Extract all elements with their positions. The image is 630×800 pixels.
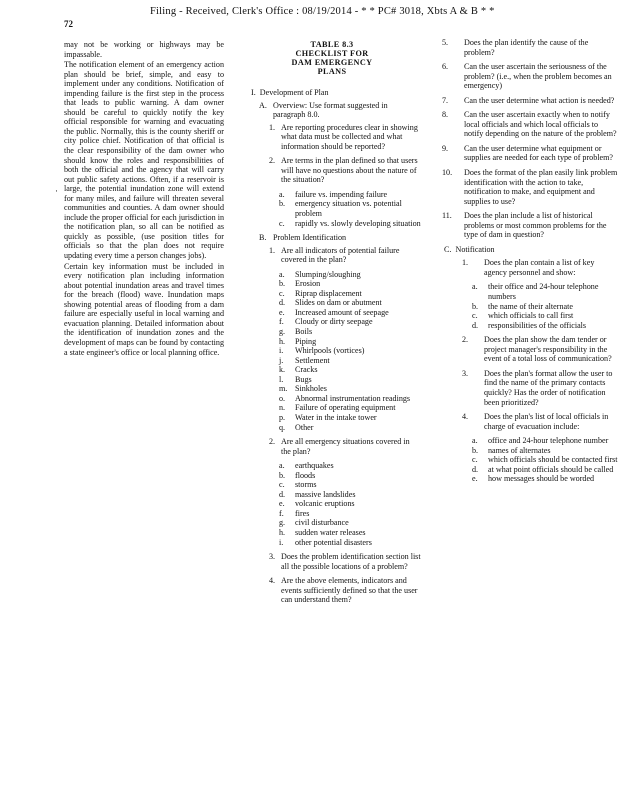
list-item	[472, 321, 618, 331]
list-item-text: Slumping/sloughing	[295, 269, 361, 279]
list-item-key: p.	[279, 412, 286, 422]
list-item-text: names of alternates	[488, 445, 551, 455]
list-item-text: floods	[295, 470, 316, 480]
list-item-text: Whirlpools (vortices)	[295, 346, 365, 356]
list-item-text: which officials should be contacted first	[488, 455, 618, 465]
list-item-key: c.	[279, 288, 285, 298]
list-item-text: other potential disasters	[295, 537, 372, 547]
table-title-line: TABLE 8.3	[310, 40, 354, 49]
list-item-key: f.	[279, 508, 284, 518]
list-item-key: g.	[279, 327, 286, 337]
question-number: 2.	[269, 437, 276, 447]
list-item	[279, 509, 421, 519]
sub-list	[279, 270, 421, 432]
page-number: 72	[64, 19, 73, 29]
question-text: Does the problem identification section list all the possible locations of a problem?	[281, 552, 421, 571]
list-item-key: a.	[279, 189, 285, 199]
checklist-question	[269, 576, 421, 605]
checklist-right-column	[442, 38, 618, 489]
list-item-text: Other	[295, 422, 314, 432]
checklist-middle-column	[243, 40, 421, 610]
list-item-key: b.	[472, 301, 479, 311]
list-item-text: office and 24-hour telephone number	[488, 436, 609, 446]
question-text: Are reporting procedures clear in showing what data must be collected and what information should be reported?	[281, 122, 418, 151]
list-item-key: a.	[472, 282, 478, 292]
list-item-key: b.	[279, 279, 286, 289]
list-item	[279, 270, 421, 280]
checklist-question	[269, 552, 421, 571]
list-item-text: civil disturbance	[295, 518, 349, 528]
list-item-key: c.	[472, 455, 478, 465]
subsection-heading	[259, 101, 421, 120]
list-item	[472, 474, 618, 484]
list-item	[279, 219, 421, 229]
list-item-text: Erosion	[295, 279, 321, 289]
question-text: Does the plan show the dam tender or project manager's responsibility in the event of a total loss of communication?	[484, 335, 612, 364]
question-number: 11.	[442, 211, 452, 221]
list-item-text: Boils	[295, 327, 313, 337]
list-item-text: Riprap displacement	[295, 288, 362, 298]
question-text: Does the plan contain a list of key agency personnel and show:	[484, 258, 595, 277]
list-item-key: d.	[472, 464, 479, 474]
list-item-text: massive landslides	[295, 489, 356, 499]
list-item-text: Slides on dam or abutment	[295, 298, 382, 308]
subsection-key: B.	[259, 233, 267, 243]
question-number: 5.	[442, 38, 449, 47]
list-item-text: sudden water releases	[295, 527, 366, 537]
question-number: 1.	[462, 258, 469, 268]
table-title-line: DAM EMERGENCY	[291, 58, 373, 67]
checklist-question	[442, 38, 618, 57]
list-item	[279, 394, 421, 404]
list-item	[279, 356, 421, 366]
question-text: Does the plan include a list of historical problems or most common problems for the type of dam in question?	[464, 211, 607, 240]
paragraph: The notification element of an emergency action plan should be brief, simple, and easy to implement under any conditions. Notification of impending failure is the first step in the process that leads to public warning. A dam owner should be careful to quickly notify the key official responsible for warning and evacuating the public. Normally, this is the county sheriff or city police chief. Notification of that official is the clear responsibility of the dam owner who should know the roles and responsibilities of both the official and the agency that will carry out public safety actions. Often, if a reservoir is large, the potential inundation zone will extend for many miles, and failure will threaten several communities and counties. A dam owner should include the proper official for each jurisdiction in the notification plan, so all can be notified as quickly as possible, (use position titles for officials so that the plan does not require updating every time a person changes jobs).	[64, 60, 224, 261]
question-number: 6.	[442, 62, 449, 72]
list-item-key: e.	[472, 474, 478, 484]
list-item-key: d.	[279, 298, 286, 308]
list-item	[279, 423, 421, 433]
list-item-text: failure vs. impending failure	[295, 189, 388, 199]
question-text: Are all emergency situations covered in the plan?	[281, 437, 410, 456]
list-item	[279, 518, 421, 528]
list-item	[279, 461, 421, 471]
list-item	[279, 375, 421, 385]
list-item-text: earthquakes	[295, 461, 334, 471]
list-item-key: a.	[279, 269, 285, 279]
checklist-question	[462, 258, 618, 277]
checklist-question	[442, 168, 618, 206]
question-text: Does the plan's format allow the user to find the name of the primary contacts quickly? Has the order of notification been prioritized?	[484, 368, 613, 407]
checklist-question	[462, 369, 618, 407]
list-item-key: c.	[279, 218, 285, 228]
list-item-key: c.	[279, 480, 285, 490]
checklist-question	[269, 437, 421, 456]
list-item-text: emergency situation vs. potential problem	[295, 199, 402, 219]
list-item	[279, 199, 421, 218]
sub-list	[472, 282, 618, 330]
list-item-text: the name of their alternate	[488, 301, 573, 311]
list-item-text: storms	[295, 480, 317, 490]
list-item-key: a.	[472, 436, 478, 446]
list-item	[279, 279, 421, 289]
list-item-key: l.	[279, 374, 284, 384]
list-item	[279, 538, 421, 548]
list-item-text: volcanic eruptions	[295, 499, 355, 509]
question-text: Can the user determine what action is needed?	[464, 95, 615, 105]
list-item	[472, 282, 618, 301]
question-number: 2.	[269, 156, 276, 166]
list-item-key: b.	[279, 199, 286, 209]
list-item-key: m.	[279, 384, 288, 394]
list-item-key: f.	[279, 317, 284, 327]
margin-mark: ·	[55, 186, 58, 196]
list-item	[279, 327, 421, 337]
list-item-text: which officials to call first	[488, 311, 574, 321]
list-item-key: i.	[279, 346, 284, 356]
question-text: Can the user ascertain the seriousness of the problem? (i.e., when the problem becomes an emergency)	[464, 62, 612, 91]
list-item-key: o.	[279, 393, 286, 403]
filing-header: Filing - Received, Clerk's Office : 08/19/2014 - * * PC# 3018, Xbts A & B * *	[150, 6, 495, 17]
list-item-text: rapidly vs. slowly developing situation	[295, 218, 421, 228]
section-key: I.	[251, 88, 256, 97]
question-text: Can the user determine what equipment or supplies are needed for each type of problem?	[464, 143, 613, 163]
list-item-text: Abnormal instrumentation readings	[295, 393, 411, 403]
list-item-text: Water in the intake tower	[295, 412, 377, 422]
checklist-question	[442, 211, 618, 240]
list-item-key: g.	[279, 518, 286, 528]
list-item	[279, 471, 421, 481]
list-item-text: at what point officials should be called	[488, 464, 614, 474]
list-item-key: c.	[472, 311, 478, 321]
subsection-title: Problem Identification	[273, 233, 347, 243]
list-item-key: e.	[279, 307, 285, 317]
list-item-key: n.	[279, 403, 286, 413]
list-item	[472, 455, 618, 465]
question-number: 7.	[442, 95, 449, 105]
question-number: 4.	[462, 412, 469, 422]
checklist-question	[442, 96, 618, 106]
list-item	[279, 298, 421, 308]
list-item-text: fires	[295, 508, 310, 518]
list-item-text: Sinkholes	[295, 384, 327, 394]
list-item-text: Settlement	[295, 355, 330, 365]
list-item-text: Piping	[295, 336, 317, 346]
list-item-key: k.	[279, 365, 286, 375]
list-item-key: b.	[472, 445, 479, 455]
list-item	[472, 311, 618, 321]
list-item	[279, 317, 421, 327]
list-item	[279, 413, 421, 423]
list-item	[279, 289, 421, 299]
list-item	[279, 190, 421, 200]
checklist-question	[442, 110, 618, 139]
list-item	[472, 446, 618, 456]
section-title: Development of Plan	[259, 88, 329, 97]
question-text: Does the format of the plan easily link problem identification with the action to take, notification to make, and equipment and supplies to use?	[464, 168, 618, 206]
list-item-text: Failure of operating equipment	[295, 403, 396, 413]
table-title-line: PLANS	[317, 67, 347, 76]
list-item	[472, 302, 618, 312]
subsection-key: A.	[259, 100, 267, 110]
list-item-text: Bugs	[295, 374, 312, 384]
question-number: 3.	[269, 552, 276, 562]
list-item	[279, 308, 421, 318]
list-item	[279, 499, 421, 509]
list-item	[279, 490, 421, 500]
list-item-key: i.	[279, 537, 284, 547]
list-item	[279, 480, 421, 490]
list-item-key: a.	[279, 461, 285, 471]
checklist-question	[442, 144, 618, 163]
list-item-text: Increased amount of seepage	[295, 307, 389, 317]
question-number: 1.	[269, 245, 276, 255]
list-item	[279, 384, 421, 394]
question-text: Are the above elements, indicators and events sufficiently defined so that the user can understand them?	[281, 576, 418, 605]
table-title	[243, 40, 421, 76]
checklist-question	[269, 123, 421, 152]
question-number: 8.	[442, 110, 449, 120]
question-text: Can the user ascertain exactly when to notify local officials and which local officials to notify depending on the nature of the problem?	[464, 110, 617, 139]
list-item-key: h.	[279, 336, 286, 346]
list-item	[279, 528, 421, 538]
question-text: Are all indicators of potential failure covered in the plan?	[281, 245, 400, 265]
question-text: Does the plan identify the cause of the problem?	[464, 38, 589, 57]
list-item-key: d.	[279, 489, 286, 499]
question-number: 10.	[442, 168, 453, 178]
list-item-text: Cracks	[295, 365, 318, 375]
list-item-text: how messages should be worded	[488, 474, 595, 484]
checklist-question	[269, 156, 421, 185]
checklist-question	[462, 335, 618, 364]
checklist-question	[269, 246, 421, 265]
list-item	[279, 337, 421, 347]
checklist-question	[462, 412, 618, 431]
list-item-text: Cloudy or dirty seepage	[295, 317, 373, 327]
subsection-heading	[444, 245, 618, 255]
question-text: Does the plan's list of local officials in charge of evacuation include:	[484, 412, 609, 431]
section-heading	[251, 88, 421, 98]
question-number: 4.	[269, 576, 276, 586]
list-item	[472, 436, 618, 446]
sub-list	[279, 461, 421, 547]
left-column	[64, 40, 224, 358]
list-item-key: e.	[279, 499, 285, 509]
subsection-title: Notification	[455, 244, 495, 254]
list-item-key: j.	[279, 355, 284, 365]
question-number: 1.	[269, 122, 276, 132]
list-item	[279, 403, 421, 413]
list-item-text: their office and 24-hour telephone numbers	[488, 282, 599, 302]
question-text: Are terms in the plan defined so that users will have no questions about the nature of the situation?	[281, 156, 418, 185]
list-item-key: b.	[279, 470, 286, 480]
question-number: 9.	[442, 143, 449, 153]
list-item-text: responsibilities of the officials	[488, 320, 587, 330]
list-item-key: d.	[472, 320, 479, 330]
list-item-key: h.	[279, 527, 286, 537]
table-title-line: CHECKLIST FOR	[295, 49, 369, 58]
checklist-question	[442, 62, 618, 91]
sub-list	[279, 190, 421, 228]
question-number: 2.	[462, 335, 469, 345]
question-number: 3.	[462, 368, 469, 378]
paragraph: Certain key information must be included in every notification plan including information about potential inundation areas and travel times for the breach (flood) wave. Inundation maps showing potential areas of flooding from a dam failure are especially useful in local warning and evacuation planning. Detailed information about the identification of inundation zones and the development of maps can be found by contacting a state engineer's office or local planning office.	[64, 261, 224, 357]
sub-list	[472, 436, 618, 484]
subsection-title: Overview: Use format suggested in paragraph 8.0.	[273, 100, 388, 120]
list-item	[279, 346, 421, 356]
list-item	[472, 465, 618, 475]
subsection-heading	[259, 233, 421, 243]
list-item-key: q.	[279, 422, 286, 432]
subsection-key: C.	[444, 244, 452, 254]
paragraph: may not be working or highways may be impassable.	[64, 40, 224, 59]
list-item	[279, 365, 421, 375]
